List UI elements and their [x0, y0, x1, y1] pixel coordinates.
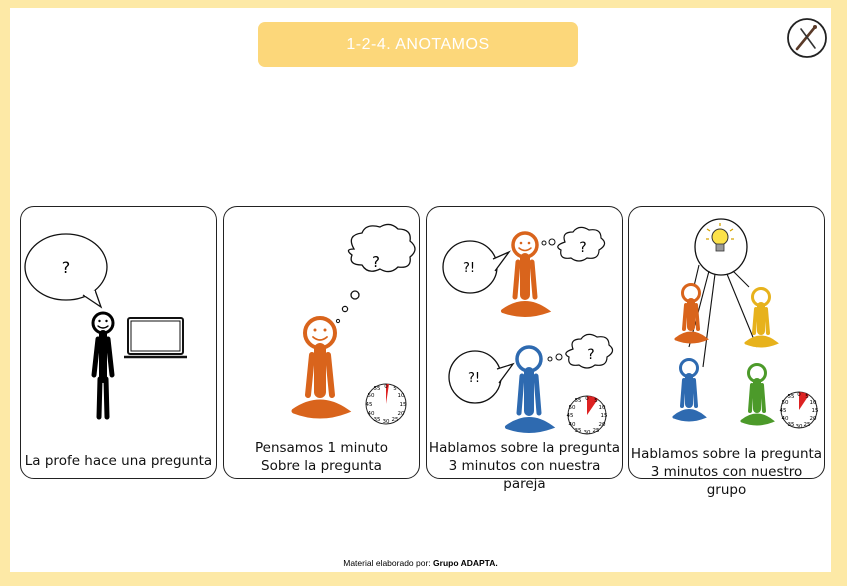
logo-icon: [785, 16, 829, 60]
thought-cloud-icon: [542, 227, 605, 261]
timer-label-5: 5: [393, 386, 397, 392]
footer-author: Grupo ADAPTA.: [433, 558, 498, 568]
timer-label-45: 45: [365, 402, 373, 408]
yellow-student-icon: [746, 289, 776, 347]
panel-pair: [426, 206, 623, 492]
panel-caption-line2: 3 minutos con nuestro grupo: [650, 464, 803, 498]
footer-credit: [10, 558, 831, 568]
whiteboard-icon: [124, 318, 187, 357]
timer-label-15: 15: [811, 408, 819, 414]
timer-icon: [366, 384, 407, 425]
page-title: 1-2-4. ANOTAMOS: [258, 22, 578, 67]
thought-cloud-icon: [548, 334, 613, 368]
panel-caption: [427, 439, 622, 493]
thought-cloud-text: ?: [372, 253, 380, 271]
teacher-figure-icon: [93, 313, 113, 417]
timer-label-10: 10: [598, 405, 606, 411]
timer-label-5: 5: [594, 398, 598, 404]
thought-cloud-text: ?: [579, 240, 587, 256]
timer-label-25: 25: [803, 422, 811, 428]
timer-icon: [567, 396, 608, 436]
timer-label-30: 30: [795, 424, 803, 430]
speech-bubble-text: ?!: [462, 261, 476, 276]
speech-bubble-text: ?: [61, 258, 71, 277]
timer-label-55: 55: [574, 398, 582, 404]
timer-icon: [780, 392, 819, 430]
timer-label-15: 15: [399, 402, 407, 408]
timer-label-15: 15: [600, 413, 608, 419]
timer-label-55: 55: [373, 386, 381, 392]
panel-group: [628, 206, 825, 498]
timer-label-55: 55: [787, 394, 795, 400]
group-illustration: [629, 207, 826, 480]
blue-student-icon: [674, 360, 704, 421]
timer-label-10: 10: [809, 400, 817, 406]
teacher-illustration: [21, 207, 218, 480]
panel-teacher-asks: [20, 206, 217, 479]
timer-label-45: 45: [566, 413, 574, 419]
timer-label-45: 45: [779, 408, 787, 414]
speech-bubble-text: ?!: [467, 371, 481, 386]
panel-caption: [21, 452, 216, 470]
timer-label-5: 5: [805, 394, 809, 400]
thought-cloud-icon: [336, 224, 415, 322]
timer-label-50: 50: [367, 393, 375, 399]
slide: [10, 8, 831, 572]
orange-student-icon: [503, 233, 547, 315]
panel-caption-line2: 3 minutos con nuestra pareja: [448, 458, 601, 492]
timer-label-30: 30: [382, 419, 390, 425]
timer-label-40: 40: [367, 411, 375, 417]
timer-label-10: 10: [397, 393, 405, 399]
panel-caption-line1: La profe hace una pregunta: [24, 453, 213, 469]
timer-label-0: 0: [797, 392, 801, 398]
panel-caption-line1: Pensamos 1 minuto: [254, 440, 388, 456]
panel-think: [223, 206, 420, 479]
timer-label-50: 50: [781, 400, 789, 406]
footer-prefix: Material elaborado por:: [343, 558, 431, 568]
blue-student-icon: [507, 347, 551, 431]
timer-label-50: 50: [568, 405, 576, 411]
speech-bubble-icon: [449, 351, 513, 403]
panel-caption-line1: Hablamos sobre la pregunta: [428, 440, 621, 456]
speech-bubble-icon: [443, 241, 509, 293]
timer-label-30: 30: [583, 430, 591, 436]
orange-student-icon: [676, 285, 706, 343]
thinking-student-icon: [294, 318, 346, 416]
timer-label-25: 25: [391, 417, 399, 423]
timer-label-20: 20: [397, 411, 405, 417]
timer-label-25: 25: [592, 428, 600, 434]
timer-label-20: 20: [809, 416, 817, 422]
panel-caption: [224, 439, 419, 475]
panel-caption-line2: Sobre la pregunta: [261, 458, 382, 474]
timer-label-35: 35: [574, 428, 582, 434]
timer-label-40: 40: [568, 422, 576, 428]
timer-label-0: 0: [585, 396, 589, 402]
timer-label-35: 35: [787, 422, 795, 428]
panel-caption-line1: Hablamos sobre la pregunta: [630, 446, 823, 462]
panel-caption: [629, 445, 824, 499]
timer-label-40: 40: [781, 416, 789, 422]
timer-label-35: 35: [373, 417, 381, 423]
thought-cloud-text: ?: [587, 347, 595, 363]
timer-label-0: 0: [384, 384, 388, 390]
timer-label-20: 20: [598, 422, 606, 428]
green-student-icon: [742, 365, 772, 425]
